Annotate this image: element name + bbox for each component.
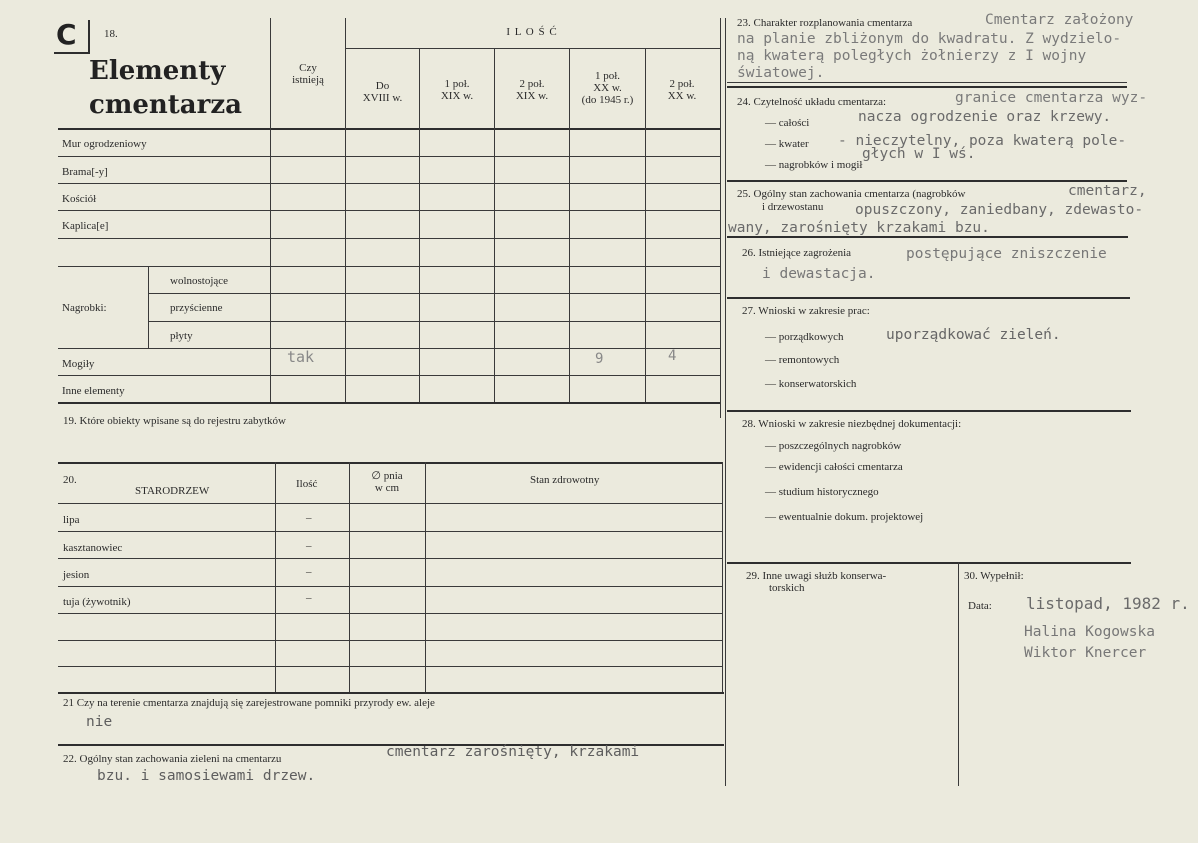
s26-answer2: i dewastacja. <box>762 266 876 282</box>
s22-answer1: cmentarz zarośnięty, krzakami <box>386 744 640 760</box>
s24-label: 24. Czytelność układu cmentarza: <box>737 96 887 108</box>
tree-tuja: tuja (żywotnik) <box>63 596 131 608</box>
graves-1pol-xx-value: 9 <box>595 351 604 367</box>
s30-label: 30. Wypełnił: <box>964 570 1024 582</box>
section-title-line1: Elementy <box>89 56 226 86</box>
row-brama: Brama[-y] <box>62 166 108 178</box>
s28-item-studium: — studium historycznego <box>765 486 879 498</box>
s29-label1: 29. Inne uwagi służb konserwa- <box>746 570 887 582</box>
s24-quarters-label: — kwater <box>765 138 809 150</box>
s20-title: STARODRZEW <box>135 485 210 497</box>
s23-answer3: ną kwaterą poległych żołnierzy z I wojny <box>737 48 1087 64</box>
s30-date: listopad, 1982 r. <box>1026 594 1190 613</box>
s21-answer: nie <box>86 714 113 730</box>
s29-label2: torskich <box>769 582 805 594</box>
s27-item-porzadkowe: — porządkowych <box>765 331 844 343</box>
s28-item-nagrobki: — poszczególnych nagrobków <box>765 440 902 452</box>
tree-lipa-qty: – <box>306 512 312 524</box>
tree-lipa: lipa <box>63 514 80 526</box>
row-kaplica: Kaplica[e] <box>62 220 109 232</box>
tree-kasztanowiec: kasztanowiec <box>63 542 123 554</box>
gravestone-slabs: płyty <box>170 330 193 342</box>
s21-label: 21 Czy na terenie cmentarza znajdują się zarejestrowane pomniki przyrody ew. aleje <box>63 697 435 709</box>
s24-graves-label: — nagrobków i mogił <box>765 159 863 171</box>
s20-qty-header: Ilość <box>296 478 318 490</box>
s25-answer3: wany, zarośnięty krzakami bzu. <box>728 220 990 236</box>
s25-label1: 25. Ogólny stan zachowania cmentarza (nagrobków <box>737 188 966 200</box>
section-title-line2: cmentarza <box>89 90 242 120</box>
col-2pol-xix: 2 poł. XIX w. <box>515 78 549 102</box>
quantity-header: I L O Ś Ć <box>506 26 558 38</box>
section-letter: C <box>56 18 77 51</box>
graves-exists-value: tak <box>287 348 315 366</box>
row-kosciol: Kościół <box>62 193 97 205</box>
s25-answer1: cmentarz, <box>1068 183 1147 199</box>
col-do-xviii: Do XVIII w. <box>362 80 403 104</box>
s23-answer2: na planie zbliżonym do kwadratu. Z wydzielo- <box>737 31 1122 47</box>
s26-answer1: postępujące zniszczenie <box>906 246 1107 262</box>
s20-health-header: Stan zdrowotny <box>530 474 600 486</box>
col-1pol-xix: 1 poł. XIX w. <box>440 78 474 102</box>
s24-answer3: - nieczytelny, poza kwaterą pole- <box>838 133 1127 149</box>
s28-item-ewidencja: — ewidencji całości cmentarza <box>765 461 903 473</box>
col-2pol-xx: 2 poł. XX w. <box>667 78 697 102</box>
exists-header: Czy istnieją <box>292 62 324 86</box>
gravestones-label: Nagrobki: <box>62 302 107 314</box>
s23-label: 23. Charakter rozplanowania cmentarza <box>737 17 913 29</box>
graves-2pol-xx-value: 4 <box>668 348 677 364</box>
row-inne: Inne elementy <box>62 385 125 397</box>
s20-number: 20. <box>63 474 77 486</box>
s22-label: 22. Ogólny stan zachowania zieleni na cmentarzu <box>63 753 282 765</box>
s23-answer4: światowej. <box>737 65 825 81</box>
s30-name1: Halina Kogowska <box>1024 624 1155 640</box>
s19-label: 19. Które obiekty wpisane są do rejestru zabytków <box>63 415 286 427</box>
s28-label: 28. Wnioski w zakresie niezbędnej dokumentacji: <box>742 418 962 430</box>
gravestone-wall: przyścienne <box>170 302 223 314</box>
section-number: 18. <box>104 28 118 40</box>
col-1pol-xx: 1 poł. XX w. (do 1945 r.) <box>581 70 634 106</box>
s24-answer2: nacza ogrodzenie oraz krzewy. <box>858 109 1112 125</box>
s25-answer2: opuszczony, zaniedbany, zdewasto- <box>855 202 1144 218</box>
s27-answer: uporządkować zieleń. <box>886 327 1061 343</box>
s30-name2: Wiktor Knercer <box>1024 645 1147 661</box>
s27-item-remontowe: — remontowych <box>765 354 840 366</box>
row-mogily: Mogiły <box>62 358 95 370</box>
row-mur: Mur ogrodzeniowy <box>62 138 147 150</box>
tree-jesion: jesion <box>63 569 90 581</box>
s30-date-label: Data: <box>968 600 992 612</box>
s23-answer1: Cmentarz założony <box>985 12 1134 28</box>
s20-diameter-header: ∅ pnia w cm <box>371 470 403 494</box>
s24-answer1: granice cmentarza wyz- <box>955 90 1148 106</box>
s28-item-projekt: — ewentualnie dokum. projektowej <box>765 511 924 523</box>
tree-kasztanowiec-qty: – <box>306 540 312 552</box>
tree-tuja-qty: – <box>306 592 312 604</box>
tree-jesion-qty: – <box>306 566 312 578</box>
s25-label2: i drzewostanu <box>762 201 824 213</box>
s26-label: 26. Istniejące zagrożenia <box>742 247 852 259</box>
s24-whole-label: — całości <box>765 117 810 129</box>
s27-item-konserwatorskie: — konserwatorskich <box>765 378 857 390</box>
s22-answer2: bzu. i samosiewami drzew. <box>97 768 316 784</box>
gravestone-freestanding: wolnostojące <box>170 275 229 287</box>
s27-label: 27. Wnioski w zakresie prac: <box>742 305 870 317</box>
s24-answer4: głych w I wś. <box>862 146 976 162</box>
